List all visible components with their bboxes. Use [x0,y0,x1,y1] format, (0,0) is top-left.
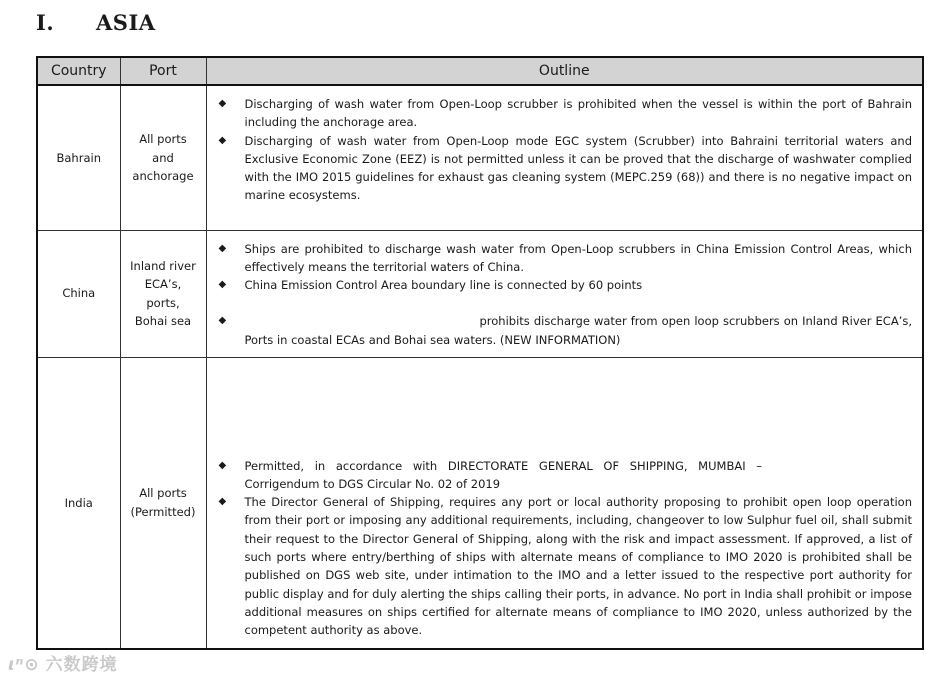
country-cell: Bahrain [37,85,120,230]
port-line: All ports [139,486,187,501]
bullet-diamond-icon: ◆ [218,496,227,508]
port-line: ECA’s, [144,277,182,292]
port-cell [120,85,206,230]
outline-item: ◆ Discharging of wash water from Open-Loop scrubber is prohibited when the vessel is within the port of Bahrain including the anchorage area. [218,97,912,130]
outline-cell [206,357,923,649]
outline-cell [206,85,923,230]
bullet-diamond-icon: ◆ [218,279,227,291]
country-cell: China [37,230,120,357]
port-line: (Permitted) [130,504,196,519]
table-row-china [37,230,923,357]
header-country: Country [37,57,120,85]
header-outline: Outline [206,57,923,85]
outline-list [215,95,913,205]
bullet-diamond-icon: ◆ [218,459,227,471]
section-number: I. [36,10,55,35]
country-cell: India [37,357,120,649]
outline-cell [206,230,923,357]
port-line: Inland river [130,258,196,273]
outline-item: ◆ prohibits discharge water from open loop scrubbers on Inland River ECA’s, Ports in coastal ECAs and Bohai sea waters. (NEW INFORMATION) [218,314,912,347]
table-header-row [37,57,923,85]
watermark-logo-icon: ιⁿ⊙ [8,655,40,675]
bullet-diamond-icon: ◆ [218,98,227,109]
watermark-text: 六数跨境 [45,655,118,675]
table-row-india [37,357,923,649]
outline-item: ◆ China Emission Control Area boundary line is connected by 60 points [215,276,913,294]
outline-list [215,240,913,349]
watermark [8,650,118,675]
port-cell [120,230,206,357]
outline-list [215,457,913,640]
bullet-diamond-icon: ◆ [218,134,227,146]
outline-item: ◆ Discharging of wash water from Open-Loop mode EGC system (Scrubber) into Bahraini territorial waters and Exclusive Economic Zone (EEZ) is not permitted unless it can be proved that the discharge of washwater complied with the IMO 2015 guidelines for exhaust gas cleaning system (MEPC.259 (68)) and there is no negative impact on marine ecosystems. [218,133,912,203]
outline-item: ◆ Permitted, in accordance with DIRECTORATE GENERAL OF SHIPPING, MUMBAI – Corrigendum to DGS Circular No. 02 of 2019 [218,458,762,491]
header-port: Port [120,57,206,85]
asia-scrubber-table [36,56,924,650]
port-cell [120,357,206,649]
port-line: ports, [146,295,180,310]
section-title: ASIA [96,10,156,35]
port-line: Bohai sea [134,313,192,328]
port-line: and [152,150,174,165]
table-row-bahrain [37,85,923,230]
bullet-diamond-icon: ◆ [218,315,227,327]
section-heading [36,10,156,35]
outline-item: ◆ The Director General of Shipping, requires any port or local authority proposing to prohibit open loop operation from their port or imposing any additional requirements, including, changeover to low Sulphur fuel oil, shall submit their request to the Director General of Shipping, along with the risk and impact assessment. If approved, a list of such ports where entry/berthing of ships with alternate means of compliance to IMO 2020 is prohibited shall be published on DGS web site, under intimation to the IMO and a letter issued to the respective port authority for public display and for duly alerting the ships calling their ports, in advance. No port in India shall prohibit or impose additional measures on ships certified for alternate means of compliance to IMO 2020, unless authorized by the competent authority as above. [218,495,912,638]
outline-item: ◆ Ships are prohibited to discharge wash water from Open-Loop scrubbers in China Emission Control Areas, which effectively means the territorial waters of China. [218,241,912,274]
port-line: All ports [139,132,187,147]
port-line: anchorage [132,168,194,183]
bullet-diamond-icon: ◆ [218,242,227,254]
